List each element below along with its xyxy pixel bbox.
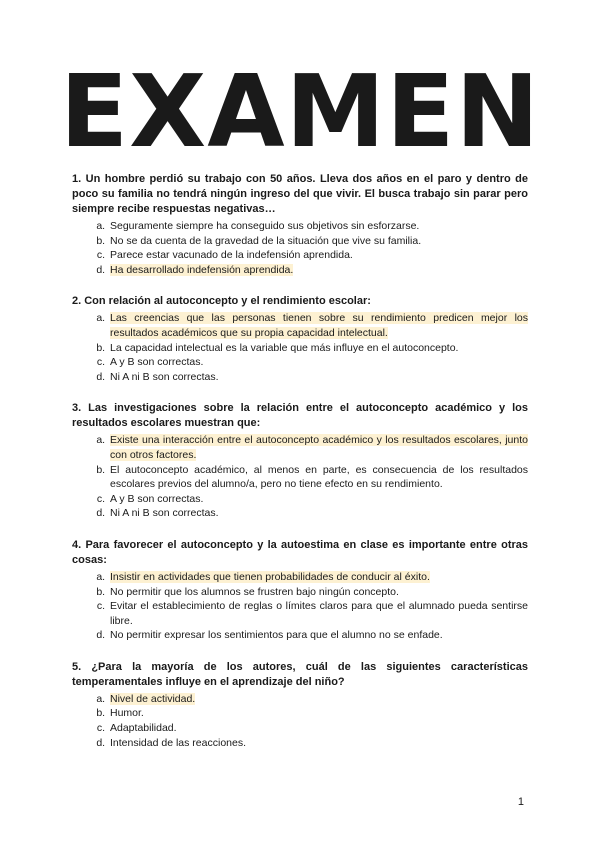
option-text: A y B son correctas. (110, 356, 204, 369)
option-text: A y B son correctas. (110, 492, 204, 505)
option-a (108, 570, 528, 585)
option-c (108, 355, 528, 370)
option-b (108, 341, 528, 356)
option-text: No permitir expresar los sentimientos para que el alumno no se enfade. (110, 629, 443, 642)
question-4 (72, 538, 528, 643)
question-2 (72, 294, 528, 384)
option-text: Intensidad de las reacciones. (110, 736, 247, 749)
option-text: No se da cuenta de la gravedad de la situación que vive su familia. (110, 234, 422, 247)
option-text: Humor. (110, 707, 144, 720)
option-c (108, 721, 528, 736)
options-list (72, 692, 528, 750)
option-text: Las creencias que las personas tienen sobre su rendimiento predicen mejor los resultados académicos que su propia capacidad intelectual. (110, 312, 528, 339)
question-text: 3. Las investigaciones sobre la relación entre el autoconcepto académico y los resultados escolares muestran que: (72, 402, 528, 430)
question-list (72, 172, 528, 767)
options-list (72, 570, 528, 643)
options-list (72, 433, 528, 521)
option-text: Existe una interacción entre el autoconcepto académico y los resultados escolares, junto con otros factores. (110, 434, 528, 461)
option-text: Parece estar vacunado de la indefensión aprendida. (110, 249, 353, 262)
option-text: Seguramente siempre ha conseguido sus objetivos sin esforzarse. (110, 220, 420, 232)
option-d (108, 370, 528, 385)
option-text: Insistir en actividades que tienen probabilidades de conducir al éxito. (110, 570, 430, 583)
question-5 (72, 660, 528, 750)
option-b (108, 234, 528, 249)
question-text: 5. ¿Para la mayoría de los autores, cuál de las siguientes características temperamentales influye en el aprendizaje del niño? (72, 660, 528, 688)
option-b (108, 463, 528, 492)
options-list (72, 311, 528, 384)
option-c (108, 599, 528, 628)
option-c (108, 248, 528, 263)
page-title: EXAMEN (59, 53, 541, 170)
option-a (108, 692, 528, 707)
option-b (108, 585, 528, 600)
option-text: Ni A ni B son correctas. (110, 507, 219, 520)
option-b (108, 706, 528, 721)
options-list (72, 219, 528, 277)
page-number: 1 (517, 796, 524, 808)
option-d (108, 736, 528, 751)
option-a (108, 219, 528, 234)
question-text: 1. Un hombre perdió su trabajo con 50 años. Lleva dos años en el paro y dentro de poco su familia no tendrá ningún ingreso del que vivir. El busca trabajo sin parar pero siempre recibe respuestas negativas… (72, 173, 528, 215)
option-d (108, 263, 528, 278)
question-1 (72, 172, 528, 277)
option-text: Adaptabilidad. (110, 722, 177, 735)
option-a (108, 311, 528, 340)
question-text: 4. Para favorecer el autoconcepto y la autoestima en clase es importante entre otras cosas: (72, 538, 528, 566)
option-d (108, 628, 528, 643)
option-text: Ni A ni B son correctas. (110, 370, 219, 383)
option-text: La capacidad intelectual es la variable que más influye en el autoconcepto. (110, 341, 459, 354)
question-text: 2. Con relación al autoconcepto y el rendimiento escolar: (72, 295, 371, 308)
option-text: Ha desarrollado indefensión aprendida. (110, 263, 294, 276)
option-c (108, 492, 528, 507)
option-text: Evitar el establecimiento de reglas o límites claros para que el alumnado pueda sentirse libre. (110, 600, 528, 627)
option-text: No permitir que los alumnos se frustren bajo ningún concepto. (110, 585, 399, 598)
option-text: El autoconcepto académico, al menos en parte, es consecuencia de los resultados escolares previos del alumno/a, pero no tiene efecto en su rendimiento. (110, 463, 528, 491)
option-d (108, 506, 528, 521)
option-text: Nivel de actividad. (110, 692, 196, 705)
option-a (108, 433, 528, 462)
question-3 (72, 401, 528, 521)
